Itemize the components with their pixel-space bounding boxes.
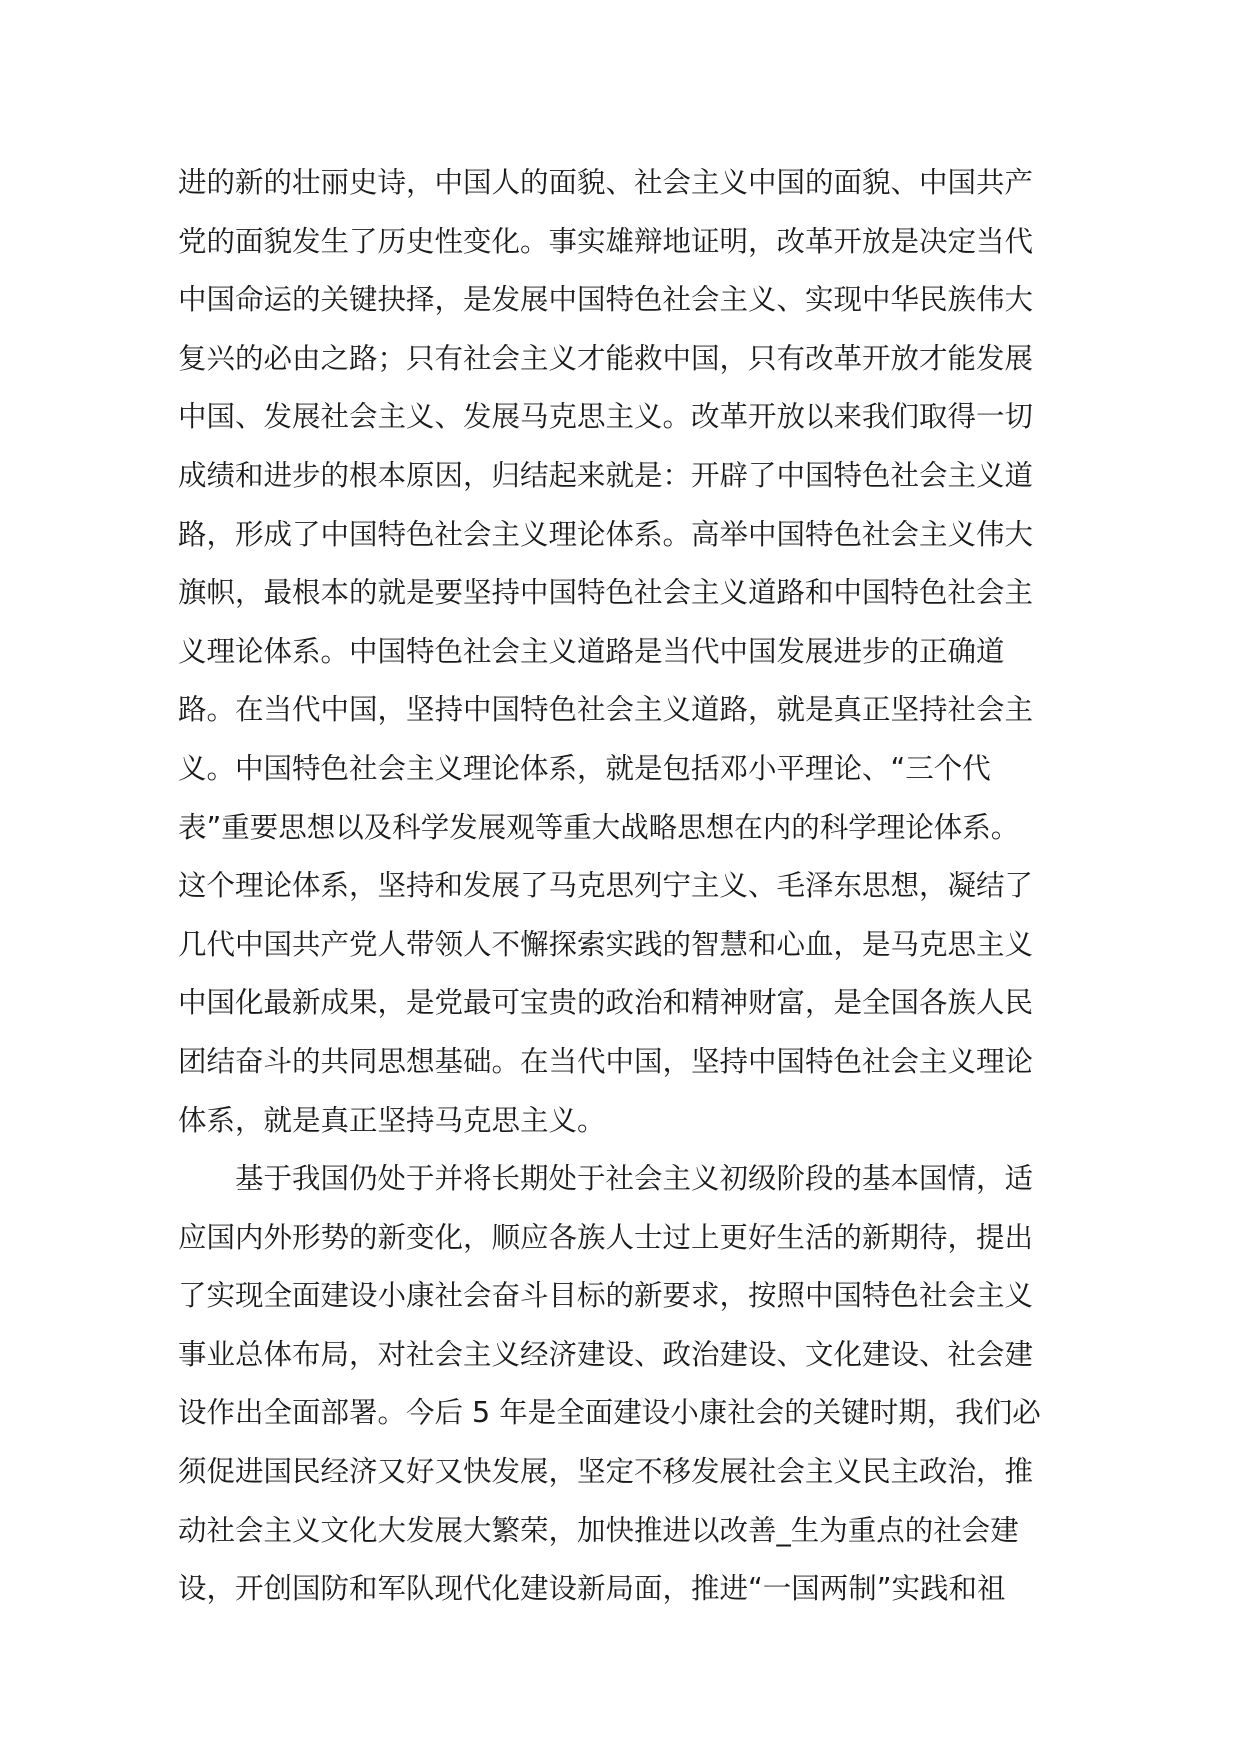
text-line: 几代中国共产党人带领人不懈探索实践的智慧和心血，是马克思主义 (178, 927, 1034, 961)
text-line: 路。在当代中国，坚持中国特色社会主义道路，就是真正坚持社会主 (178, 693, 1034, 727)
text-line: 应国内外形势的新变化，顺应各族人士过上更好生活的新期待，提出 (178, 1220, 1034, 1254)
text-line: 中国化最新成果，是党最可宝贵的政治和精神财富，是全国各族人民 (178, 986, 1034, 1020)
text-line: 了实现全面建设小康社会奋斗目标的新要求，按照中国特色社会主义 (178, 1279, 1034, 1313)
text-line: 须促进国民经济又好又快发展，坚定不移发展社会主义民主政治，推 (178, 1455, 1034, 1489)
body-text (178, 154, 1058, 1619)
text-line: 设，开创国防和军队现代化建设新局面，推进“一国两制”实践和祖 (178, 1572, 1006, 1606)
text-line: 表”重要思想以及科学发展观等重大战略思想在内的科学理论体系。 (178, 810, 1020, 844)
text-line: 团结奋斗的共同思想基础。在当代中国，坚持中国特色社会主义理论 (178, 1044, 1034, 1078)
text-line: 旗帜，最根本的就是要坚持中国特色社会主义道路和中国特色社会主 (178, 576, 1034, 610)
text-line: 事业总体布局，对社会主义经济建设、政治建设、文化建设、社会建 (178, 1337, 1034, 1371)
text-line: 进的新的壮丽史诗，中国人的面貌、社会主义中国的面貌、中国共产 (178, 166, 1034, 199)
paragraph (178, 154, 1058, 1150)
text-line: 党的面貌发生了历史性变化。事实雄辩地证明，改革开放是决定当代 (178, 224, 1034, 258)
text-line: 义。中国特色社会主义理论体系，就是包括邓小平理论、“三个代 (178, 751, 991, 785)
paragraph (178, 1150, 1058, 1619)
text-line: 这个理论体系，坚持和发展了马克思列宁主义、毛泽东思想，凝结了 (178, 869, 1034, 903)
text-line: 体系，就是真正坚持马克思主义。 (178, 1103, 606, 1137)
text-line: 基于我国仍处于并将长期处于社会主义初级阶段的基本国情，适 (235, 1162, 1034, 1196)
text-line: 路，形成了中国特色社会主义理论体系。高举中国特色社会主义伟大 (178, 517, 1034, 551)
text-line: 成绩和进步的根本原因，归结起来就是：开辟了中国特色社会主义道 (178, 458, 1034, 492)
text-line: 复兴的必由之路；只有社会主义才能救中国，只有改革开放才能发展 (178, 341, 1034, 375)
text-line: 中国命运的关键抉择，是发展中国特色社会主义、实现中华民族伟大 (178, 283, 1034, 317)
text-line: 义理论体系。中国特色社会主义道路是当代中国发展进步的正确道 (178, 634, 1005, 668)
text-line: 动社会主义文化大发展大繁荣，加快推进以改善_生为重点的社会建 (178, 1513, 1019, 1547)
text-line: 设作出全面部署。今后 5 年是全面建设小康社会的关键时期，我们必 (178, 1396, 1041, 1430)
text-line: 中国、发展社会主义、发展马克思主义。改革开放以来我们取得一切 (178, 400, 1034, 434)
